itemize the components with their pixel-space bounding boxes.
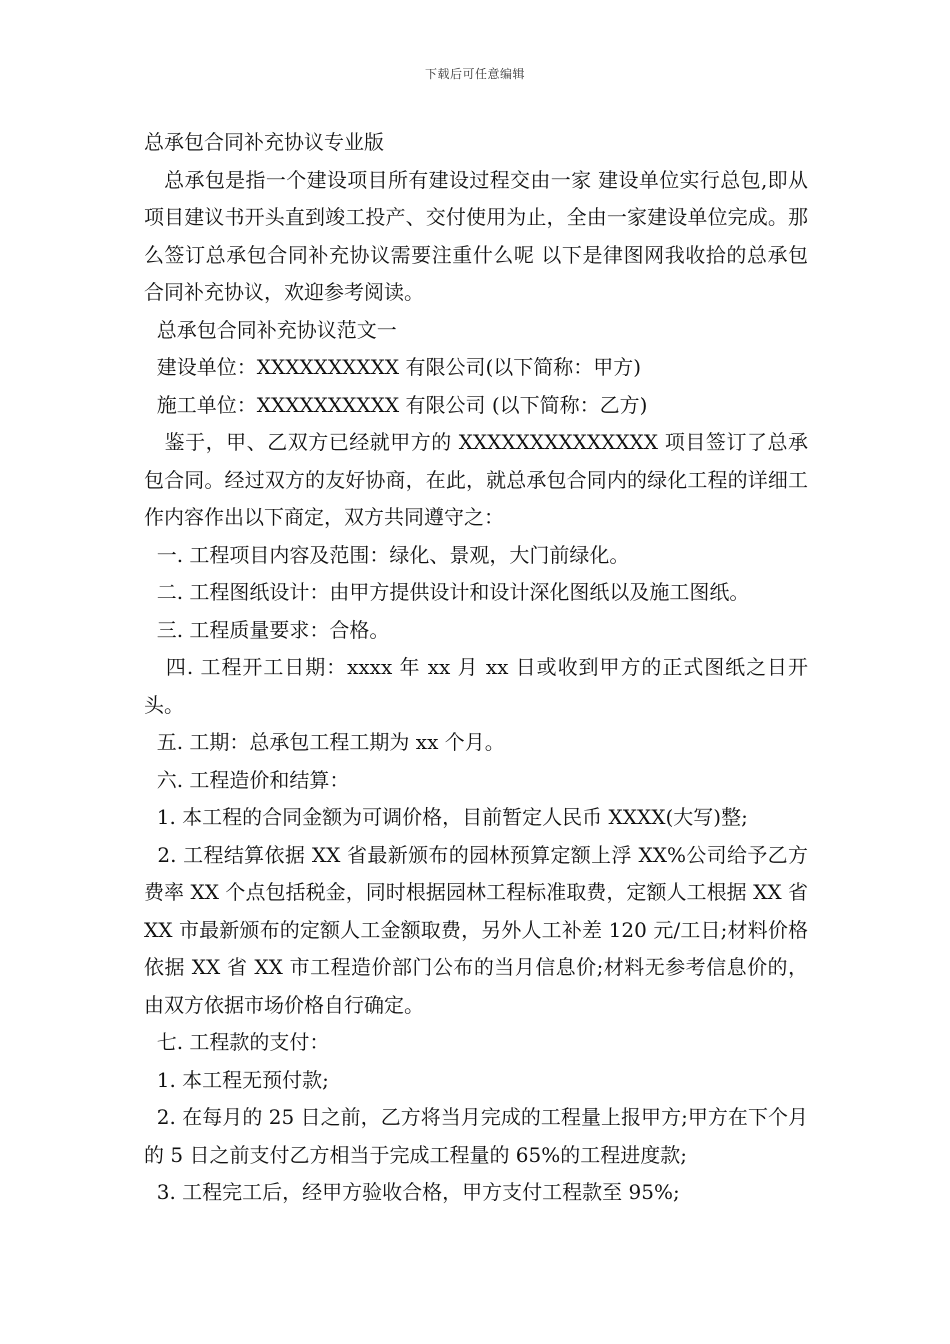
document-title: 总承包合同补充协议专业版 <box>144 130 384 154</box>
clause-3: 三. 工程质量要求：合格。 <box>144 617 390 642</box>
clause-7-item-3: 3. 工程完工后，经甲方验收合格，甲方支付工程款至 95%; <box>144 1180 680 1204</box>
clause-6: 六. 工程造价和结算： <box>144 767 350 792</box>
party-b-line: 施工单位：XXXXXXXXXX 有限公司 (以下简称：乙方) <box>144 392 648 417</box>
clause-7-item-1: 1. 本工程无预付款; <box>144 1067 329 1092</box>
sample-heading: 总承包合同补充协议范文一 <box>144 317 397 342</box>
clause-4: 四. 工程开工日期：xxxx 年 xx 月 xx 日或收到甲方的正式图纸之日开头。 <box>144 655 808 717</box>
clause-1: 一. 工程项目内容及范围：绿化、景观，大门前绿化。 <box>144 542 630 567</box>
clause-7-item-2: 2. 在每月的 25 日之前，乙方将当月完成的工程量上报甲方;甲方在下个月的 5 日之前支付乙方相当于完成工程量的 65%的工程进度款; <box>144 1105 809 1167</box>
preamble-paragraph: 鉴于，甲、乙双方已经就甲方的 XXXXXXXXXXXXXX 项目签订了总承包合同。经过双方的友好协商，在此，就总承包合同内的绿化工程的详细工作内容作出以下商定，双方共同遵守之： <box>144 430 808 529</box>
party-a-line: 建设单位：XXXXXXXXXX 有限公司(以下简称：甲方) <box>144 355 642 379</box>
clause-6-item-2: 2. 工程结算依据 XX 省最新颁布的园林预算定额上浮 XX%公司给予乙方费率 XX 个点包括税金，同时根据园林工程标准取费，定额人工根据 XX 省 XX 市最新颁布的定额人工金额取费，另外人工补差 120 元/工日;材料价格依据 XX 省 XX 市工程造价部门公布的当月信息价;材料无参考信息价的，由双方依据市场价格自行确定。 <box>144 842 815 1017</box>
clause-5: 五. 工期：总承包工程工期为 xx 个月。 <box>144 730 505 754</box>
clause-7: 七. 工程款的支付： <box>144 1030 330 1054</box>
header-note: 下载后可任意编辑 <box>424 67 525 81</box>
intro-paragraph: 总承包是指一个建设项目所有建设过程交由一家 建设单位实行总包,即从项目建议书开头直到竣工投产、交付使用为止，全由一家建设单位完成。那么签订总承包合同补充协议需要注重什么呢 以下是律图网我收拾的总承包合同补充协议，欢迎参考阅读。 <box>144 167 808 304</box>
clause-6-item-1: 1. 本工程的合同金额为可调价格，目前暂定人民币 XXXX(大写)整; <box>144 805 748 829</box>
clause-2: 二. 工程图纸设计：由甲方提供设计和设计深化图纸以及施工图纸。 <box>144 580 750 604</box>
document-body <box>144 124 815 1212</box>
